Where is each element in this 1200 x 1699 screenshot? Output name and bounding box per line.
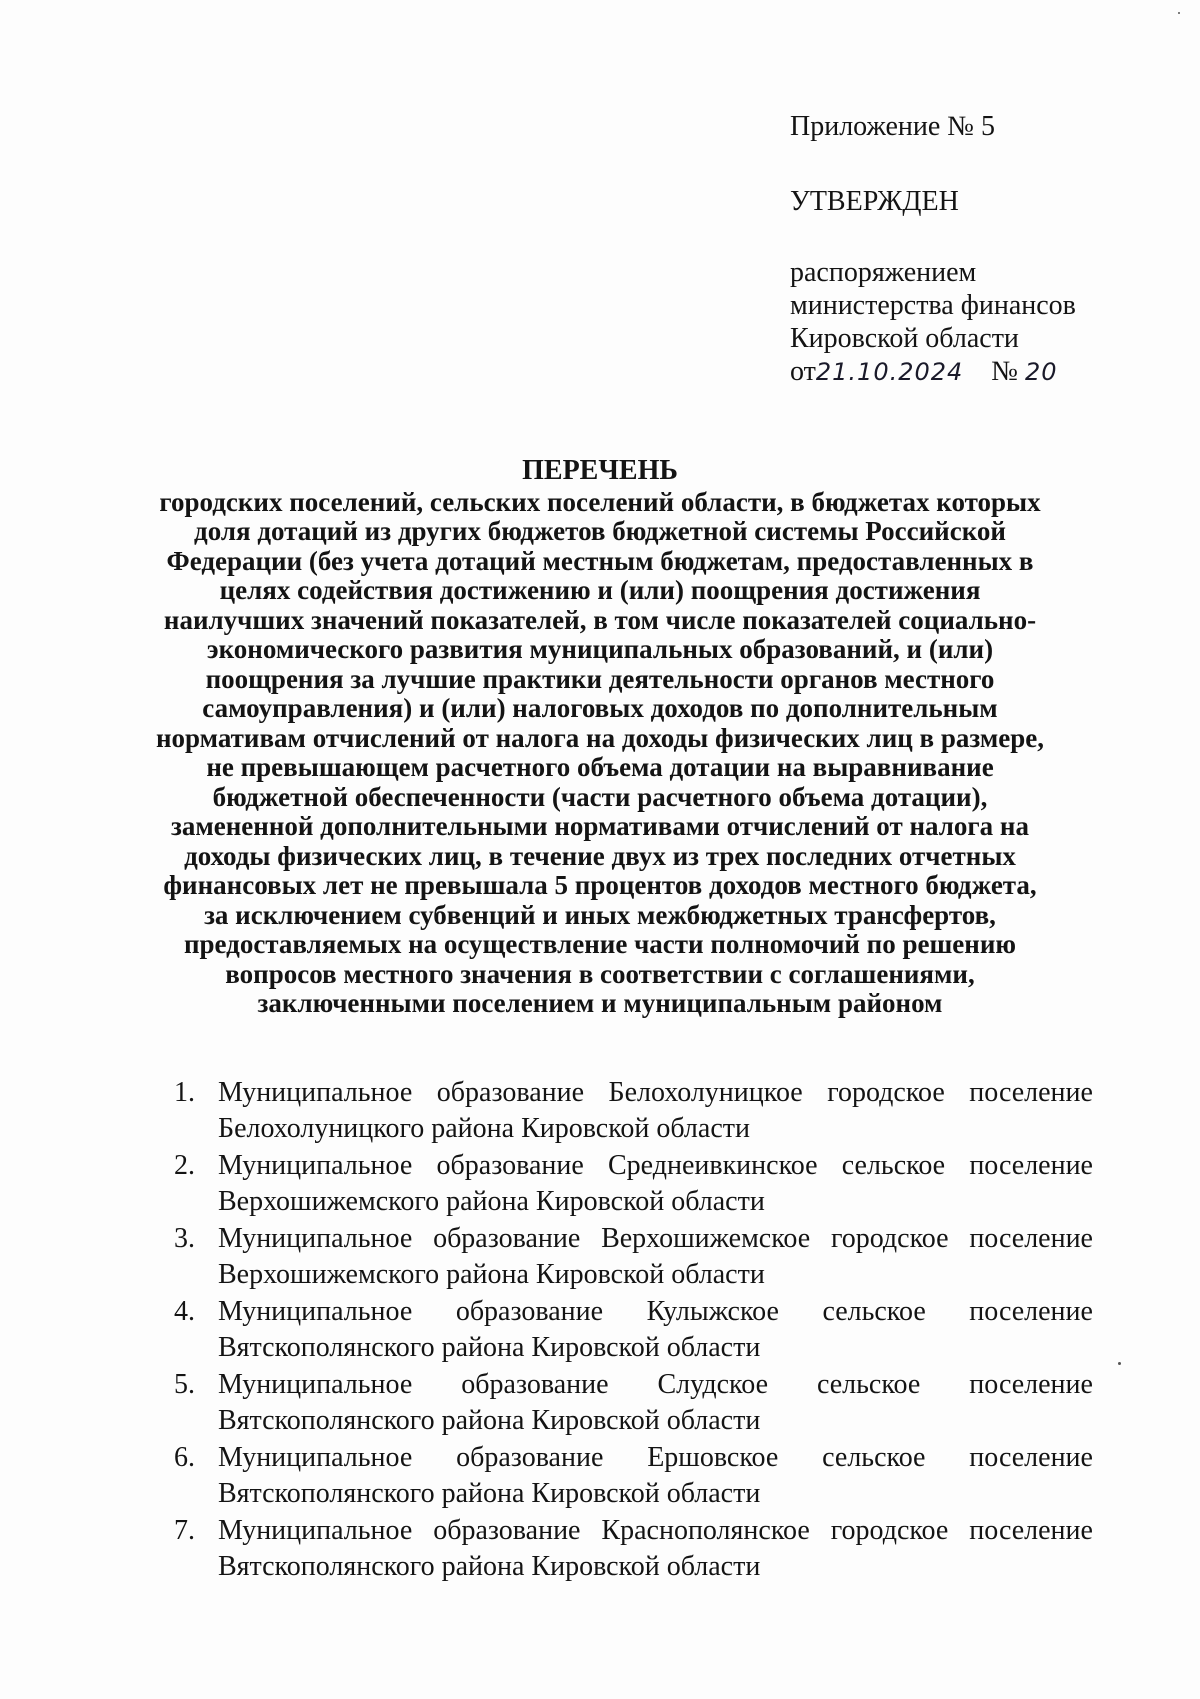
list-item xyxy=(168,1513,1093,1585)
list-item-text: Муниципальное образование Среднеивкинское сельское поселение Верхошижемского района Кировской области xyxy=(218,1150,1093,1217)
title-heading: ПЕРЕЧЕНЬ xyxy=(522,455,678,486)
list-item-text: Муниципальное образование Белохолуницкое городское поселение Белохолуницкого района Кировской области xyxy=(218,1077,1093,1144)
list-item-number: 6. xyxy=(174,1442,195,1473)
annex-label: Приложение № 5 xyxy=(790,111,995,142)
list-item-number: 7. xyxy=(174,1515,195,1546)
list-item-number: 2. xyxy=(174,1150,195,1181)
list-item xyxy=(168,1075,1093,1147)
list-item-text: Муниципальное образование Ершовское сельское поселение Вятскополянского района Кировской области xyxy=(218,1442,1093,1509)
list-item-number: 1. xyxy=(174,1077,195,1108)
list-item xyxy=(168,1148,1093,1220)
list-item-number: 4. xyxy=(174,1296,195,1327)
scan-speck xyxy=(1178,12,1180,14)
number-prefix: № xyxy=(991,356,1019,387)
list-item-text: Муниципальное образование Верхошижемское городское поселение Верхошижемского района Кировской области xyxy=(218,1223,1093,1290)
approved-label: УТВЕРЖДЕН xyxy=(790,186,959,217)
approval-by-line-3: Кировской области xyxy=(790,323,1019,354)
date-prefix: от xyxy=(790,356,816,387)
scan-speck xyxy=(1118,1362,1121,1365)
settlements-list xyxy=(168,1075,1093,1586)
handwritten-date: 21.10.2024 xyxy=(815,358,964,386)
list-item xyxy=(168,1367,1093,1439)
title-subtitle: городских поселений, сельских поселений области, в бюджетах которых доля дотаций из других бюджетов бюджетной системы Российской Федерации (без учета дотаций местным бюджетам, предоставленных в целях содействия достижению и (или) поощрения достижения наилучших значений показателей, в том числе показателей социально-экономического развития муниципальных образований, и (или) поощрения за лучшие практики деятельности органов местного самоуправления) и (или) налоговых доходов по дополнительным нормативам отчислений от налога на доходы физических лиц в размере, не превышающем расчетного объема дотации на выравнивание бюджетной обеспеченности (части расчетного объема дотации), замененной дополнительными нормативами отчислений от налога на доходы физических лиц, в течение двух из трех последних отчетных финансовых лет не превышала 5 процентов доходов местного бюджета, за исключением субвенций и иных межбюджетных трансфертов, предоставляемых на осуществление части полномочий по решению вопросов местного значения в соответствии с соглашениями, заключенными поселением и муниципальным районом xyxy=(155,486,1044,1018)
list-item xyxy=(168,1294,1093,1366)
list-item-text: Муниципальное образование Слудское сельское поселение Вятскополянского района Кировской области xyxy=(218,1369,1093,1436)
list-item-text: Муниципальное образование Краснополянское городское поселение Вятскополянского района Кировской области xyxy=(218,1515,1093,1582)
list-item-number: 5. xyxy=(174,1369,195,1400)
document-title xyxy=(150,456,1050,1019)
list-item xyxy=(168,1440,1093,1512)
list-item xyxy=(168,1221,1093,1293)
approval-by-line-1: распоряжением xyxy=(790,257,977,288)
list-item-text: Муниципальное образование Кулыжское сельское поселение Вятскополянского района Кировской области xyxy=(218,1296,1093,1363)
approval-stamp-block xyxy=(790,110,1150,389)
approval-date-line xyxy=(790,355,1150,389)
approval-by-line-2: министерства финансов xyxy=(790,290,1076,321)
handwritten-number: 20 xyxy=(1025,358,1058,386)
list-item-number: 3. xyxy=(174,1223,195,1254)
